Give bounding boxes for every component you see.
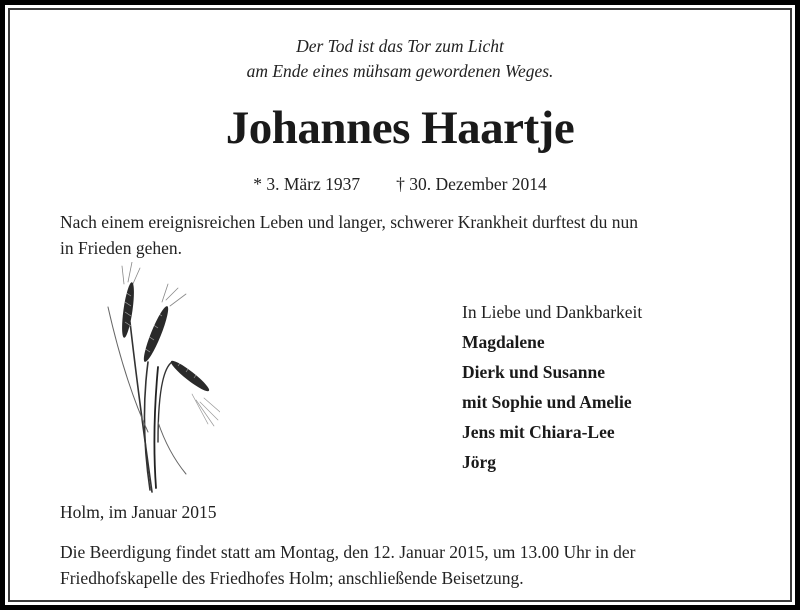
mourner-name: Magdalene — [462, 332, 545, 352]
place-date: Holm, im Januar 2015 — [60, 502, 217, 522]
intro-line-1: Nach einem ereignisreichen Leben und langer, schwerer Krankheit durftest du nun — [60, 212, 639, 232]
intro-text — [60, 209, 770, 261]
motto-line-1: Der Tod ist das Tor zum Licht — [296, 36, 504, 56]
motto-line-2: am Ende eines mühsam gewordenen Weges. — [246, 61, 554, 81]
mourners-lead: In Liebe und Dankbarkeit — [462, 302, 643, 322]
death-date: † 30. Dezember 2014 — [396, 174, 547, 194]
motto — [10, 34, 790, 84]
deceased-name: Johannes Haartje — [225, 102, 575, 154]
mourners-block — [462, 297, 642, 477]
mourner-name: Jens mit Chiara-Lee — [462, 422, 615, 442]
wheat-icon — [100, 262, 220, 494]
obituary-notice — [8, 8, 792, 602]
funeral-info-line-2: Friedhofskapelle des Friedhofes Holm; anschließende Beisetzung. — [60, 568, 524, 588]
mourner-name: Dierk und Susanne — [462, 362, 605, 382]
mourner-name: mit Sophie und Amelie — [462, 392, 632, 412]
birth-date: * 3. März 1937 — [253, 174, 361, 194]
intro-line-2: in Frieden gehen. — [60, 238, 182, 258]
funeral-info-line-1: Die Beerdigung findet statt am Montag, den 12. Januar 2015, um 13.00 Uhr in der — [60, 542, 636, 562]
life-dates — [10, 172, 790, 196]
funeral-info — [60, 539, 770, 591]
mourner-name: Jörg — [462, 452, 497, 472]
